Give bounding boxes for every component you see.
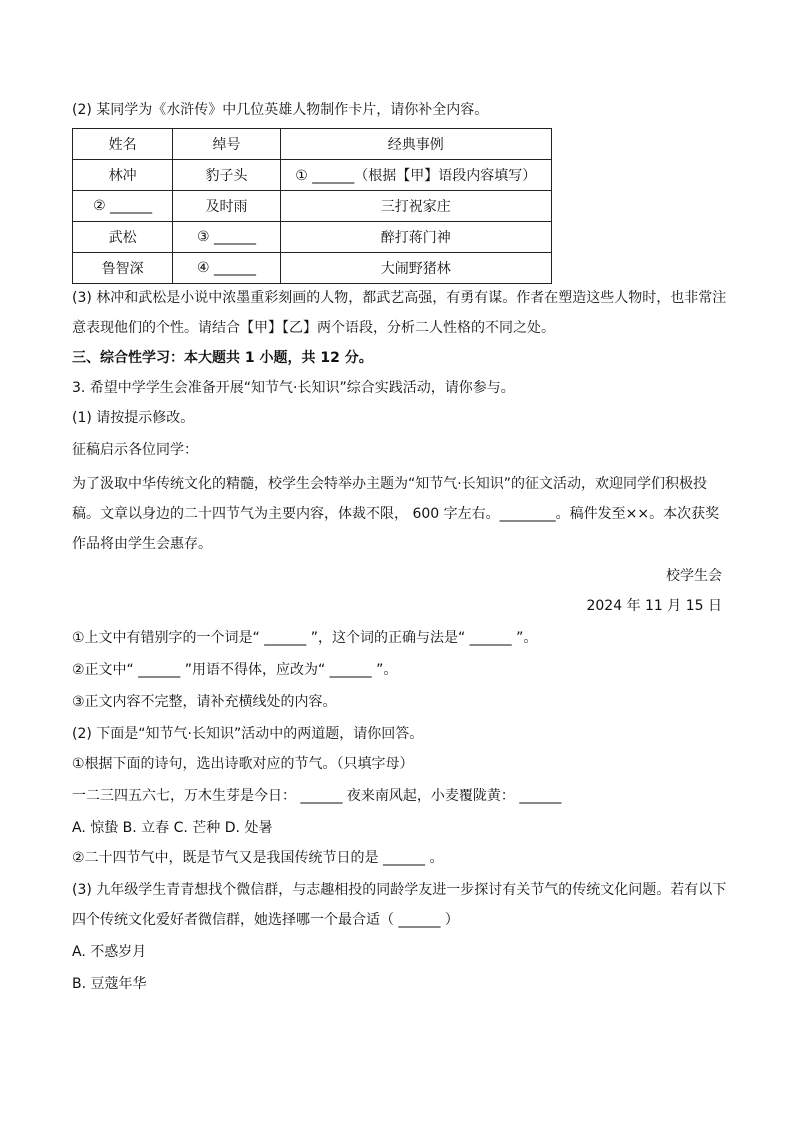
table-cell: 林冲 bbox=[73, 160, 173, 191]
notice-line2: 稿。文章以身边的二十四节气为主要内容，体裁不限， 600 字左右。________。稿件发至××。本次获奖 bbox=[72, 506, 720, 522]
table-cell: ② ______ bbox=[73, 191, 173, 222]
header-nickname: 绰号 bbox=[173, 129, 280, 160]
p2-prompt: (2) 下面是“知节气·长知识”活动中的两道题，请你回答。 bbox=[72, 726, 424, 742]
notice-line1: 为了汲取中华传统文化的精髓，校学生会特举办主题为“知节气·长知识”的征文活动，欢迎同学们积极投 bbox=[72, 476, 707, 492]
p2-sub1: ①根据下面的诗句，选出诗歌对应的节气。（只填字母） bbox=[72, 756, 414, 772]
table-cell: 及时雨 bbox=[173, 191, 280, 222]
p1-prompt: (1) 请按提示修改。 bbox=[72, 410, 195, 426]
table-cell: ④ ______ bbox=[173, 253, 280, 284]
table-cell: 鲁智深 bbox=[73, 253, 173, 284]
table-row bbox=[73, 191, 552, 222]
q2-intro: (2) 某同学为《水浒传》中几位英雄人物制作卡片，请你补全内容。 bbox=[72, 102, 489, 118]
sub-question-1: ①上文中有错别字的一个词是“ ______ ”，这个词的正确与法是“ ______ ”。 bbox=[72, 630, 538, 646]
q3-line1: (3) 林冲和武松是小说中浓墨重彩刻画的人物，都武艺高强，有勇有谋。作者在塑造这些人物时，也非常注 bbox=[72, 290, 727, 306]
table-cell: 武松 bbox=[73, 222, 173, 253]
table-cell: 三打祝家庄 bbox=[280, 191, 551, 222]
table-cell: 豹子头 bbox=[173, 160, 280, 191]
table-row bbox=[73, 160, 552, 191]
q3-line2: 意表现他们的个性。请结合【甲】【乙】两个语段，分析二人性格的不同之处。 bbox=[72, 320, 555, 336]
notice-line3: 作品将由学生会惠存。 bbox=[72, 536, 212, 552]
section-heading: 三、综合性学习：本大题共 1 小题，共 12 分。 bbox=[72, 350, 373, 366]
hero-card-table bbox=[72, 128, 552, 284]
sub-question-2: ②正文中“ ______ ”用语不得体，应改为“ ______ ”。 bbox=[72, 662, 398, 678]
sub-question-3: ③正文内容不完整，请补充横线处的内容。 bbox=[72, 694, 337, 710]
option-b: B. 豆蔻年华 bbox=[72, 976, 147, 992]
header-name: 姓名 bbox=[73, 129, 173, 160]
poem-line: 一二三四五六七，万木生芽是今日： ______ 夜来南风起，小麦覆陇黄： ______ bbox=[72, 788, 562, 804]
table-header-row bbox=[73, 129, 552, 160]
p2-sub2: ②二十四节气中，既是节气又是我国传统节日的是 ______ 。 bbox=[72, 850, 444, 866]
notice-title: 征稿启示各位同学： bbox=[72, 442, 198, 458]
p3-line1: (3) 九年级学生青青想找个微信群，与志趣相投的同龄学友进一步探讨有关节气的传统文化问题。若有以下 bbox=[72, 882, 727, 898]
table-cell: 大闹野猪林 bbox=[280, 253, 551, 284]
p3-line2: 四个传统文化爱好者微信群，她选择哪一个最合适（ ______ ） bbox=[72, 912, 459, 928]
table-row bbox=[73, 253, 552, 284]
header-story: 经典事例 bbox=[280, 129, 551, 160]
notice-date: 2024 年 11 月 15 日 bbox=[586, 598, 722, 614]
options-line: A. 惊蛰 B. 立春 C. 芒种 D. 处暑 bbox=[72, 820, 273, 836]
notice-signer: 校学生会 bbox=[666, 568, 722, 584]
option-a: A. 不惑岁月 bbox=[72, 944, 147, 960]
item3-intro: 3. 希望中学学生会准备开展“知节气·长知识”综合实践活动，请你参与。 bbox=[72, 380, 515, 396]
table-row bbox=[73, 222, 552, 253]
table-cell: ① ______（根据【甲】语段内容填写） bbox=[280, 160, 551, 191]
table-cell: ③ ______ bbox=[173, 222, 280, 253]
table-cell: 醉打蒋门神 bbox=[280, 222, 551, 253]
